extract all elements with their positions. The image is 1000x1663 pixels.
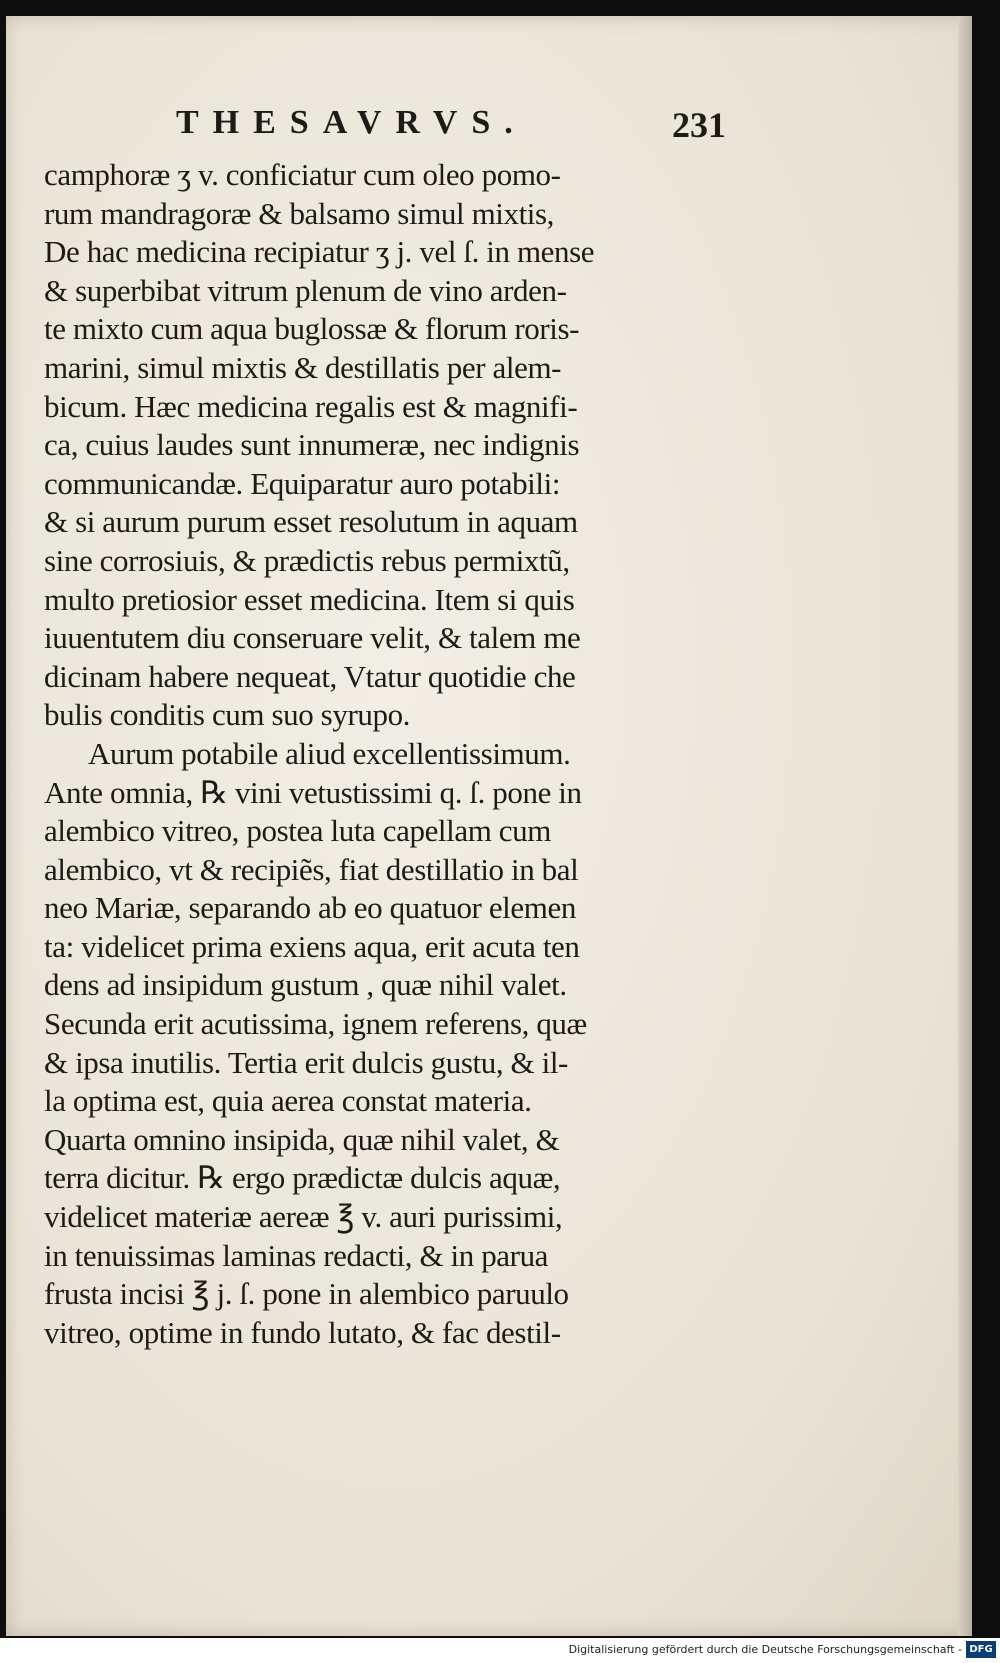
text-line: te mixto cum aqua buglossæ & florum roris- — [44, 311, 580, 347]
text-line: iuuentutem diu conseruare velit, & talem me — [44, 620, 581, 656]
text-line: neo Mariæ, separando ab eo quatuor elemen — [44, 890, 576, 926]
page-number: 231 — [672, 105, 726, 145]
text-line: alembico vitreo, postea luta capellam cum — [44, 813, 551, 849]
text-line: Quarta omnino insipida, quæ nihil valet, & — [44, 1121, 560, 1157]
text-line: in tenuissimas laminas redacti, & in parua — [44, 1237, 549, 1273]
body-text — [44, 156, 724, 1352]
text-line: communicandæ. Equiparatur auro potabili: — [44, 465, 561, 501]
text-line: ta: videlicet prima exiens aqua, erit acuta ten — [44, 928, 580, 964]
text-line: sine corrosiuis, & prædictis rebus permixtũ, — [44, 542, 570, 578]
page-edge — [958, 16, 972, 1636]
text-line: la optima est, quia aerea constat materia. — [44, 1083, 532, 1119]
text-line: frusta incisi ℥ j. ſ. pone in alembico paruulo — [44, 1276, 569, 1312]
funding-credit: Digitalisierung gefördert durch die Deutsche Forschungsgemeinschaft - — [568, 1643, 962, 1656]
running-head — [166, 104, 726, 154]
text-line: Ante omnia, ℞ vini vetustissimi q. ſ. pone in — [44, 774, 582, 810]
text-line: & ipsa inutilis. Tertia erit dulcis gustu, & il- — [44, 1044, 568, 1080]
text-line: ca, cuius laudes sunt innumeræ, nec indignis — [44, 427, 580, 463]
digitization-footer — [0, 1638, 1000, 1663]
text-line: camphoræ ʒ v. conficiatur cum oleo pomo- — [44, 157, 561, 192]
text-line: marini, simul mixtis & destillatis per alem- — [44, 349, 562, 385]
book-page — [6, 16, 972, 1636]
text-line: dens ad insipidum gustum , quæ nihil valet. — [44, 967, 567, 1003]
text-line: Secunda erit acutissima, ignem referens, quæ — [44, 1006, 587, 1042]
text-line: dicinam habere nequeat, Vtatur quotidie che — [44, 658, 576, 694]
text-line: alembico, vt & recipiẽs, fiat destillatio in bal — [44, 851, 579, 887]
text-line: rum mandragoræ & balsamo simul mixtis, — [44, 195, 555, 231]
text-line: terra dicitur. ℞ ergo prædictæ dulcis aquæ, — [44, 1160, 561, 1196]
text-line: videlicet materiæ aereæ ℥ v. auri purissimi, — [44, 1199, 563, 1235]
text-line: multo pretiosior esset medicina. Item si quis — [44, 581, 575, 617]
text-line: bicum. Hæc medicina regalis est & magnifi- — [44, 388, 578, 424]
text-line: De hac medicina recipiatur ʒ j. vel ſ. in mense — [44, 234, 595, 270]
paragraph-heading: Aurum potabile aliud excellentissimum. — [88, 735, 571, 771]
text-line: vitreo, optime in fundo lutato, & fac destil- — [44, 1314, 561, 1350]
text-line: & superbibat vitrum plenum de vino arden- — [44, 272, 567, 308]
running-head-title: THESAVRVS. — [176, 104, 527, 141]
text-line: bulis conditis cum suo syrupo. — [44, 697, 411, 733]
dfg-logo-icon: DFG — [966, 1641, 996, 1658]
text-line: & si aurum purum esset resolutum in aquam — [44, 504, 578, 540]
